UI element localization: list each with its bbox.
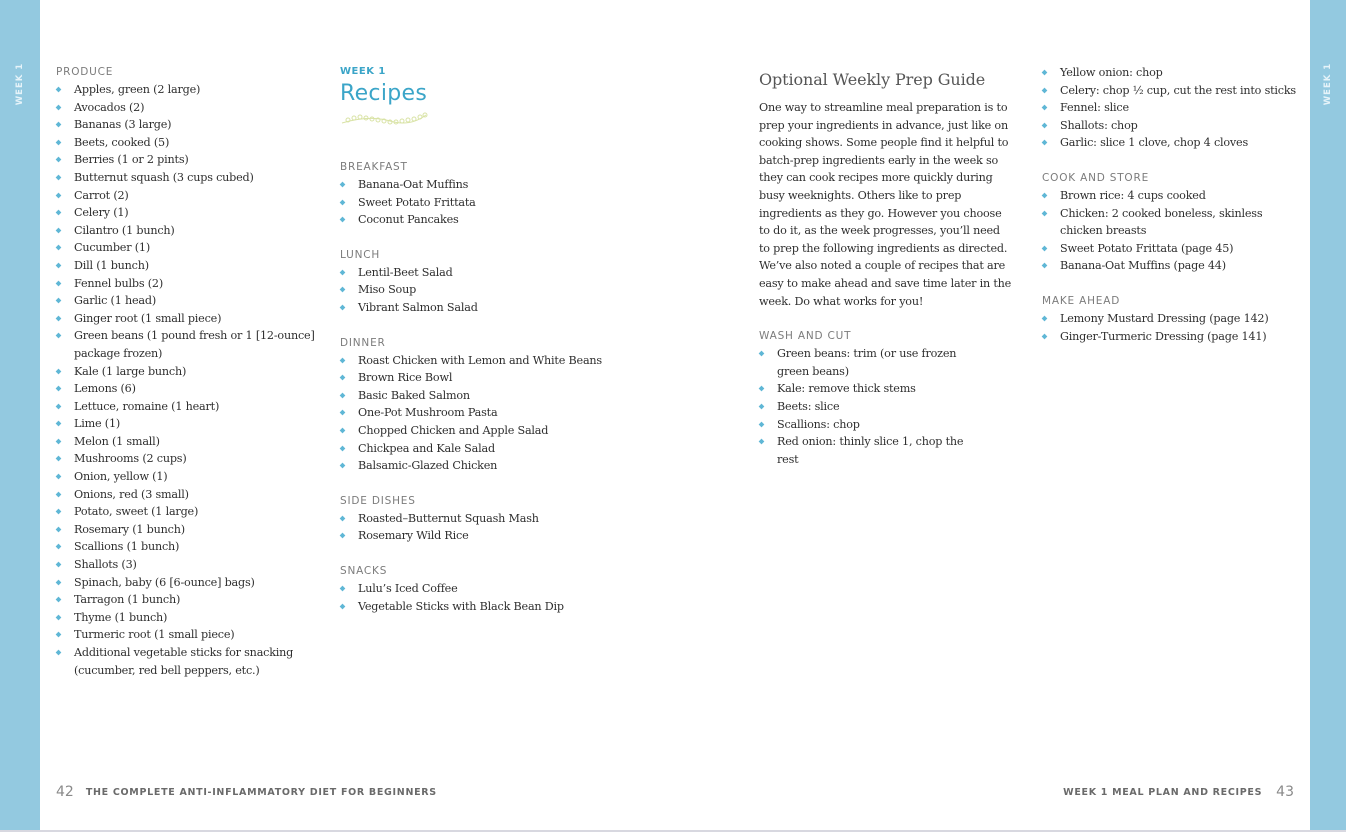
recipes-column [340, 65, 640, 615]
bullet-icon [759, 404, 764, 409]
list-item [56, 363, 326, 381]
list-item [340, 457, 640, 475]
list-item-text: Beets: slice [777, 399, 840, 413]
bullet-icon [56, 87, 61, 92]
list-item [56, 486, 326, 504]
wash-and-cut-heading: WASH AND CUT [759, 330, 852, 343]
make-ahead-list [1042, 310, 1302, 345]
bullet-icon [759, 386, 764, 391]
list-item-text: Celery (1) [74, 206, 129, 220]
bullet-icon [56, 509, 61, 514]
recipe-section-heading: DINNER [340, 336, 386, 349]
recipe-section-heading: SIDE DISHES [340, 494, 416, 507]
list-item [56, 644, 326, 679]
list-item-text: Avocados (2) [74, 100, 145, 114]
list-item-text: Potato, sweet (1 large) [74, 505, 199, 519]
list-item-text: Additional vegetable sticks for snacking (cucumber, red bell peppers, etc.) [74, 646, 294, 677]
recipe-section-heading: BREAKFAST [340, 161, 408, 173]
list-item-text: Red onion: thinly slice 1, chop the rest [777, 435, 964, 466]
list-item [56, 99, 326, 117]
list-item-text: Banana-Oat Muffins (page 44) [1060, 259, 1226, 273]
list-item [56, 151, 326, 169]
list-item-text: Lemony Mustard Dressing (page 142) [1060, 311, 1269, 325]
list-item-text: Apples, green (2 large) [74, 83, 201, 96]
list-item [340, 194, 640, 212]
list-item-text: Green beans (1 pound fresh or 1 [12-ounce] package frozen) [74, 329, 315, 360]
list-item-text: Garlic: slice 1 clove, chop 4 cloves [1060, 136, 1249, 150]
list-item-text: Fennel bulbs (2) [74, 276, 163, 290]
bullet-icon [56, 298, 61, 303]
list-item [340, 176, 640, 194]
bullet-icon [759, 439, 764, 444]
list-item-text: Beets, cooked (5) [74, 135, 170, 149]
list-item [56, 169, 326, 187]
list-item [1042, 99, 1302, 117]
list-item [759, 433, 984, 468]
list-item-text: Yellow onion: chop [1060, 66, 1163, 79]
list-item-text: Ginger root (1 small piece) [74, 311, 222, 325]
list-item-text: Dill (1 bunch) [74, 258, 149, 272]
list-item [759, 398, 984, 416]
recipe-section-list [340, 176, 640, 229]
book-title: THE COMPLETE ANTI-INFLAMMATORY DIET FOR BEGINNERS [85, 786, 437, 798]
bullet-icon [1042, 193, 1047, 198]
list-item-text: Chickpea and Kale Salad [358, 441, 495, 455]
list-item [56, 468, 326, 486]
cook-and-store-heading: COOK AND STORE [1042, 171, 1150, 184]
list-item [340, 404, 640, 422]
list-item-text: Roasted–Butternut Squash Mash [358, 511, 539, 525]
list-item [340, 580, 640, 598]
bullet-icon [340, 182, 345, 187]
bullet-icon [340, 217, 345, 222]
list-item-text: Mushrooms (2 cups) [74, 452, 187, 466]
list-item [1042, 240, 1267, 258]
list-item-text: Lime (1) [74, 417, 121, 431]
prep-guide-column [759, 67, 1019, 468]
list-item-text: Tarragon (1 bunch) [74, 593, 181, 607]
list-item [56, 310, 326, 328]
bullet-icon [340, 446, 345, 451]
list-item [56, 81, 326, 99]
bullet-icon [56, 632, 61, 637]
bullet-icon [340, 516, 345, 521]
right-footer [1063, 782, 1294, 802]
bullet-icon [56, 527, 61, 532]
recipe-section-list [340, 352, 640, 475]
list-item [340, 440, 640, 458]
list-item [340, 352, 640, 370]
bullet-icon [56, 369, 61, 374]
list-item [1042, 310, 1302, 328]
list-item-text: Coconut Pancakes [358, 213, 459, 227]
list-item [1042, 328, 1302, 346]
bullet-icon [56, 562, 61, 567]
list-item-text: Lentil-Beet Salad [358, 265, 453, 279]
bullet-icon [340, 287, 345, 292]
bullet-icon [56, 456, 61, 461]
list-item [56, 626, 326, 644]
list-item-text: Berries (1 or 2 pints) [74, 153, 189, 167]
list-item-text: Chopped Chicken and Apple Salad [358, 423, 549, 437]
list-item-text: Rosemary (1 bunch) [74, 522, 185, 536]
bullet-icon [759, 422, 764, 427]
list-item [56, 538, 326, 556]
bullet-icon [56, 122, 61, 127]
list-item [56, 275, 326, 293]
list-item [759, 416, 984, 434]
produce-list [56, 81, 326, 679]
recipe-section-list [340, 580, 640, 615]
list-item-text: Lettuce, romaine (1 heart) [74, 399, 220, 413]
week-kicker: WEEK 1 [340, 66, 386, 77]
bullet-icon [1042, 316, 1047, 321]
bullet-icon [56, 492, 61, 497]
produce-column [56, 64, 326, 679]
recipe-section-list [340, 264, 640, 317]
list-item [759, 380, 984, 398]
list-item [1042, 205, 1267, 240]
list-item [340, 527, 640, 545]
recipes-title: Recipes [340, 81, 428, 106]
bullet-icon [56, 175, 61, 180]
list-item-text: Shallots: chop [1060, 118, 1138, 132]
list-item [56, 292, 326, 310]
list-item [56, 239, 326, 257]
produce-heading: PRODUCE [56, 66, 114, 78]
list-item [56, 116, 326, 134]
list-item [340, 264, 640, 282]
bullet-icon [340, 358, 345, 363]
bullet-icon [56, 333, 61, 338]
list-item-text: Shallots (3) [74, 558, 137, 572]
list-item-text: Sweet Potato Frittata (page 45) [1060, 241, 1234, 255]
list-item [1042, 134, 1302, 152]
list-item [56, 398, 326, 416]
list-item [56, 415, 326, 433]
list-item-text: Onion, yellow (1) [74, 470, 168, 484]
list-item-text: Sweet Potato Frittata [358, 195, 476, 209]
list-item-text: Thyme (1 bunch) [74, 610, 168, 624]
prep-guide-continued-column [1042, 64, 1302, 345]
list-item-text: Brown rice: 4 cups cooked [1060, 188, 1206, 202]
list-item-text: Onions, red (3 small) [74, 487, 189, 501]
bullet-icon [759, 351, 764, 356]
bullet-icon [56, 439, 61, 444]
bullet-icon [56, 386, 61, 391]
list-item-text: Lulu’s Iced Coffee [358, 581, 458, 595]
list-item [759, 345, 984, 380]
list-item-text: Vibrant Salmon Salad [358, 300, 478, 314]
list-item-text: Turmeric root (1 small piece) [74, 628, 235, 642]
wash-and-cut-list [759, 345, 984, 468]
list-item-text: Green beans: trim (or use frozen green beans) [777, 347, 957, 378]
bullet-icon [340, 428, 345, 433]
recipe-section-heading: SNACKS [340, 564, 388, 577]
bullet-icon [1042, 88, 1047, 93]
list-item-text: Spinach, baby (6 [6-ounce] bags) [74, 575, 255, 589]
list-item-text: Roast Chicken with Lemon and White Beans [358, 353, 602, 367]
bullet-icon [56, 245, 61, 250]
list-item-text: Cilantro (1 bunch) [74, 223, 175, 237]
list-item-text: Melon (1 small) [74, 434, 160, 448]
bullet-icon [56, 228, 61, 233]
side-tab-label: WEEK 1 [1323, 62, 1333, 106]
bullet-icon [56, 263, 61, 268]
recipe-section-list [340, 510, 640, 545]
bullet-icon [340, 586, 345, 591]
left-page-number: 42 [56, 784, 74, 800]
bullet-icon [1042, 246, 1047, 251]
bullet-icon [340, 604, 345, 609]
bullet-icon [1042, 123, 1047, 128]
list-item-text: Vegetable Sticks with Black Bean Dip [358, 599, 564, 613]
list-item-text: Brown Rice Bowl [358, 371, 453, 385]
list-item [340, 387, 640, 405]
list-item-text: Butternut squash (3 cups cubed) [74, 170, 254, 184]
prep-guide-body: One way to streamline meal preparation is to prep your ingredients in advance, just like on cooking shows. Some people find it helpful to batch-prep ingredients early in the week so they can cook recipes more quickly during busy weeknights. Others like to prep ingredients as they go. However you choose to do it, as the week progresses, you’ll need to prep the following ingredients as directed. We’ve also noted a couple of recipes that are easy to make ahead and save time later in the week. Do what works for you! [759, 101, 1012, 308]
bullet-icon [56, 193, 61, 198]
list-item [1042, 187, 1267, 205]
list-item-text: One-Pot Mushroom Pasta [358, 406, 498, 420]
list-item-text: Banana-Oat Muffins [358, 178, 469, 191]
bullet-icon [56, 157, 61, 162]
list-item-text: Kale: remove thick stems [777, 382, 916, 396]
bullet-icon [340, 393, 345, 398]
bullet-icon [56, 615, 61, 620]
list-item [56, 609, 326, 627]
list-item [56, 380, 326, 398]
bullet-icon [56, 281, 61, 286]
chapter-title: WEEK 1 MEAL PLAN AND RECIPES [1063, 786, 1263, 798]
bullet-icon [56, 404, 61, 409]
bullet-icon [56, 474, 61, 479]
list-item-text: Kale (1 large bunch) [74, 364, 187, 378]
list-item [340, 211, 640, 229]
cook-and-store-list [1042, 187, 1267, 275]
list-item [56, 450, 326, 468]
bullet-icon [1042, 211, 1047, 216]
side-tab-label: WEEK 1 [15, 62, 25, 106]
list-item [56, 433, 326, 451]
list-item [56, 521, 326, 539]
list-item [56, 134, 326, 152]
bullet-icon [1042, 334, 1047, 339]
list-item-text: Chicken: 2 cooked boneless, skinless chicken breasts [1060, 206, 1263, 238]
list-item [340, 422, 640, 440]
list-item [56, 556, 326, 574]
list-item-text: Celery: chop ½ cup, cut the rest into sticks [1060, 83, 1296, 97]
list-item [1042, 82, 1302, 100]
left-footer [56, 782, 437, 802]
bullet-icon [340, 200, 345, 205]
list-item-text: Ginger-Turmeric Dressing (page 141) [1060, 329, 1267, 343]
list-item-text: Balsamic-Glazed Chicken [358, 459, 498, 473]
bullet-icon [56, 580, 61, 585]
list-item [1042, 64, 1302, 82]
list-item-text: Scallions (1 bunch) [74, 540, 180, 554]
vine-ornament-icon [340, 111, 430, 127]
list-item-text: Rosemary Wild Rice [358, 529, 469, 543]
list-item [340, 281, 640, 299]
bullet-icon [56, 140, 61, 145]
right-side-tab [1310, 0, 1346, 830]
list-item [340, 369, 640, 387]
list-item [56, 204, 326, 222]
recipe-section-heading: LUNCH [340, 248, 381, 261]
bullet-icon [56, 650, 61, 655]
list-item [56, 222, 326, 240]
list-item-text: Garlic (1 head) [74, 294, 156, 308]
bullet-icon [340, 463, 345, 468]
list-item [340, 598, 640, 616]
bullet-icon [340, 305, 345, 310]
list-item [1042, 257, 1267, 275]
list-item [56, 187, 326, 205]
bullet-icon [1042, 140, 1047, 145]
list-item [56, 257, 326, 275]
wash-and-cut-continued-list [1042, 64, 1302, 152]
list-item-text: Cucumber (1) [74, 241, 150, 255]
make-ahead-heading: MAKE AHEAD [1042, 294, 1121, 307]
list-item-text: Scallions: chop [777, 417, 860, 431]
bullet-icon [340, 270, 345, 275]
list-item-text: Bananas (3 large) [74, 118, 172, 132]
list-item-text: Lemons (6) [74, 382, 136, 396]
list-item [56, 503, 326, 521]
bullet-icon [1042, 263, 1047, 268]
left-side-tab [0, 0, 40, 830]
list-item [340, 299, 640, 317]
recipe-sections [340, 159, 640, 615]
bullet-icon [1042, 105, 1047, 110]
list-item-text: Fennel: slice [1060, 101, 1129, 115]
list-item-text: Miso Soup [358, 283, 417, 297]
list-item-text: Carrot (2) [74, 188, 129, 202]
bullet-icon [56, 105, 61, 110]
list-item [1042, 117, 1302, 135]
bullet-icon [1042, 70, 1047, 75]
list-item-text: Basic Baked Salmon [358, 388, 470, 402]
bullet-icon [56, 316, 61, 321]
bullet-icon [56, 210, 61, 215]
bullet-icon [56, 597, 61, 602]
list-item [56, 327, 326, 362]
bullet-icon [340, 375, 345, 380]
list-item [56, 591, 326, 609]
bullet-icon [340, 533, 345, 538]
bullet-icon [56, 544, 61, 549]
list-item [56, 574, 326, 592]
bullet-icon [340, 410, 345, 415]
list-item [340, 510, 640, 528]
bullet-icon [56, 421, 61, 426]
prep-guide-title: Optional Weekly Prep Guide [759, 70, 986, 89]
right-page-number: 43 [1276, 784, 1294, 800]
